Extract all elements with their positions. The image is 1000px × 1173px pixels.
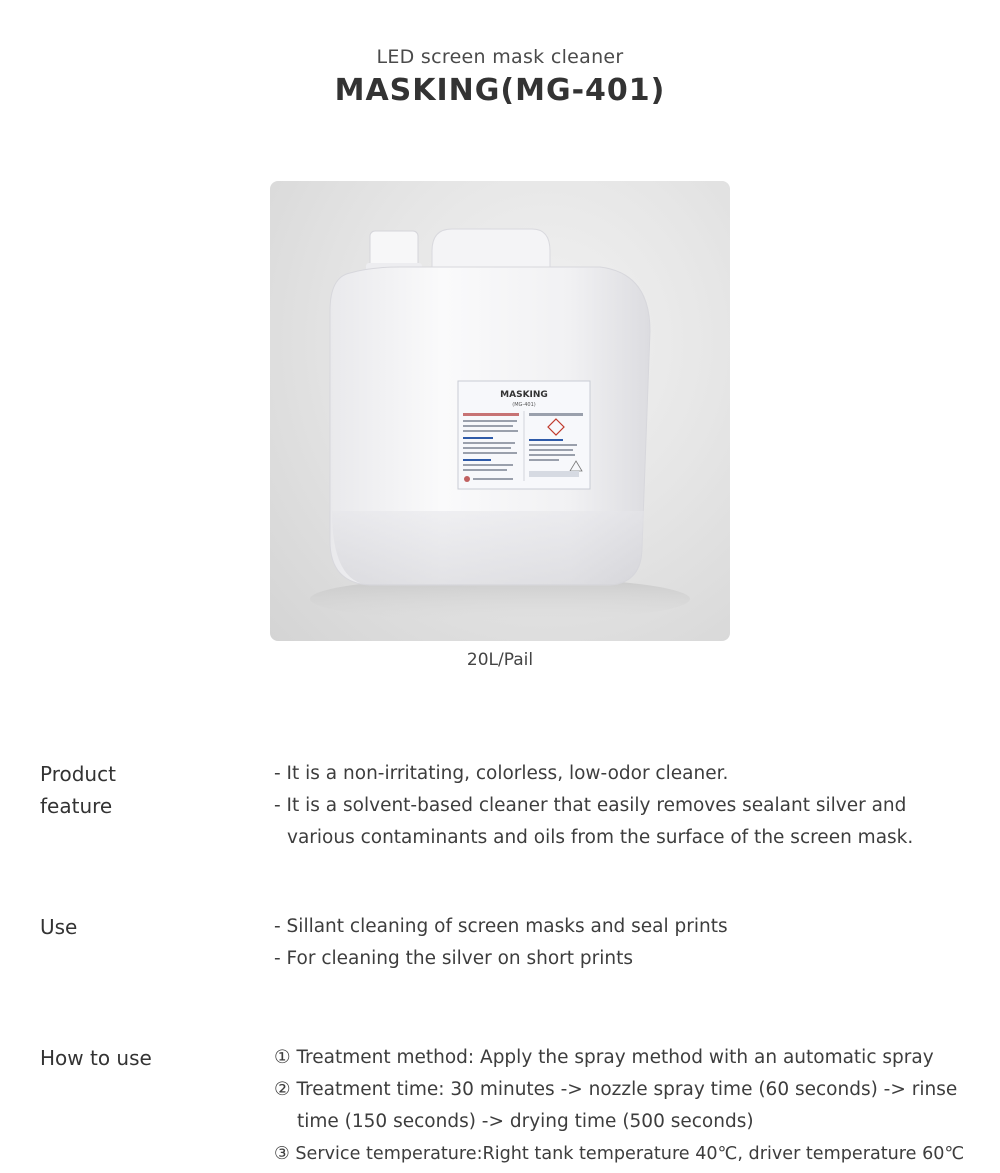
list-item: - Sillant cleaning of screen masks and seal prints bbox=[274, 916, 728, 937]
product-caption: 20L/Pail bbox=[466, 650, 534, 670]
section-label-product-feature bbox=[40, 758, 240, 822]
list-item: ③ Service temperature:Right tank temperature 40℃, driver temperature 60℃ bbox=[274, 1144, 965, 1164]
page-title: MASKING(MG-401) bbox=[334, 73, 666, 108]
list-item: ① Treatment method: Apply the spray method with an automatic spray bbox=[274, 1047, 934, 1068]
section-body-product-feature bbox=[274, 758, 970, 854]
product-label bbox=[458, 381, 590, 489]
product-image bbox=[270, 181, 730, 641]
list-item: - It is a solvent-based cleaner that easily removes sealant silver and various contaminants and oils from the surface of the screen mask. bbox=[274, 795, 914, 848]
section-label-line-1: Product bbox=[40, 762, 116, 786]
list-item: - It is a non-irritating, colorless, low-odor cleaner. bbox=[274, 763, 729, 784]
section-body-how-to-use bbox=[274, 1042, 974, 1170]
jerrycan-illustration bbox=[270, 181, 730, 641]
section-label-line-2: feature bbox=[40, 794, 113, 818]
section-label-how-to-use: How to use bbox=[40, 1046, 152, 1070]
label-model: (MG-401) bbox=[512, 402, 536, 408]
list-item: - For cleaning the silver on short prints bbox=[274, 948, 634, 969]
page-subtitle: LED screen mask cleaner bbox=[376, 46, 624, 68]
label-title: MASKING bbox=[500, 390, 548, 400]
page-header bbox=[0, 44, 1000, 110]
list-item: ② Treatment time: 30 minutes -> nozzle spray time (60 seconds) -> rinse time (150 seconds) -> drying time (500 seconds) bbox=[274, 1079, 958, 1132]
section-body-use bbox=[274, 911, 970, 975]
section-label-use: Use bbox=[40, 915, 78, 939]
